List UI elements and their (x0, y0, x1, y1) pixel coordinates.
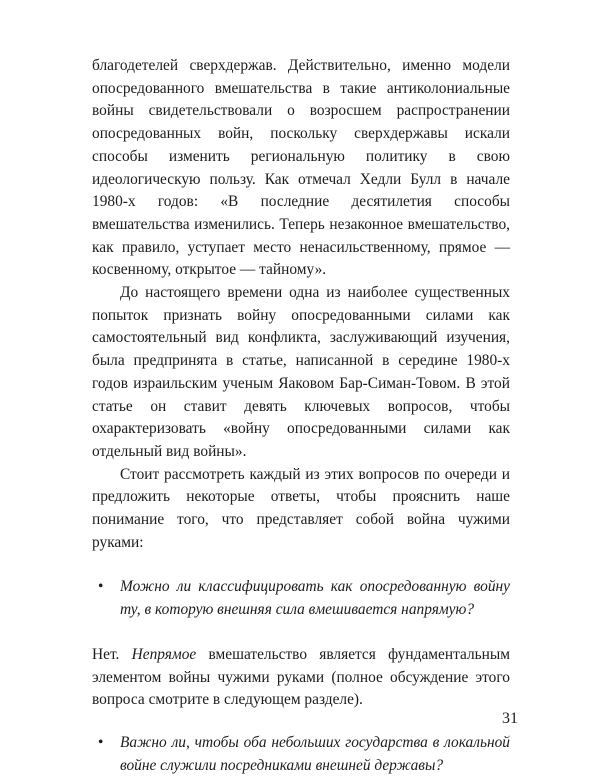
answer-emphasis: Непрямое (131, 645, 197, 663)
spacer (92, 622, 510, 644)
paragraph-questions-intro: Стоит рассмотреть каждый из этих вопросов по очереди и предложить некоторые ответы, чтобы прояснить наше понимание того, что представляет собой война чужими руками: (92, 465, 510, 551)
paragraph-continued: благодетелей сверхдержав. Действительно, именно модели опосредованного вмешательства в такие антиколониальные войны свидетельствовали о возросшем распространении опосредованных войн, поскольку сверхдержавы искали способы изменить региональную политику в свою идеологическую пользу. Как отмечал Хедли Булл в начале 1980-х годов: «В последние десятилетия способы вмешательства изменились. Теперь незаконное вмешательство, как правило, уступает место ненасильственному, прямое — косвенному, открытое — тайному». (92, 57, 510, 279)
bullet-icon: • (98, 578, 104, 596)
paragraph-bar-siman-tov: До настоящего времени одна из наиболее существенных попыток признать войну опосредованными силами как самостоятельный вид конфликта, заслуживающий изучения, была предпринята в статье, написанной в середине 1980-х годов израильским ученым Яаковом Бар-Симан-Товом. В этой статье он ставит девять ключевых вопросов, чтобы охарактеризовать «войну опосредованными силами как отдельный вид войны». (92, 284, 510, 460)
bullet-question-2 (92, 732, 510, 777)
spacer (92, 554, 510, 576)
answer-lead: Нет. (92, 645, 120, 663)
spacer (92, 712, 510, 732)
answer-rest: вмешательство является фундаментальным элементом войны чужими руками (полное обсуждение этого вопроса смотрите в следующем разделе). (92, 645, 510, 709)
bullet-question-1 (92, 576, 510, 621)
page-number: 31 (502, 710, 518, 727)
text-column (92, 55, 510, 777)
bullet-icon: • (98, 733, 104, 751)
bullet-question-1-text: Можно ли классифицировать как опосредованную войну ту, в которую внешняя сила вмешивается напрямую? (120, 578, 510, 619)
bullet-question-2-text: Важно ли, чтобы оба небольших государства в локальной войне служили посредниками внешней державы? (120, 733, 510, 774)
answer-paragraph-1 (92, 644, 510, 712)
